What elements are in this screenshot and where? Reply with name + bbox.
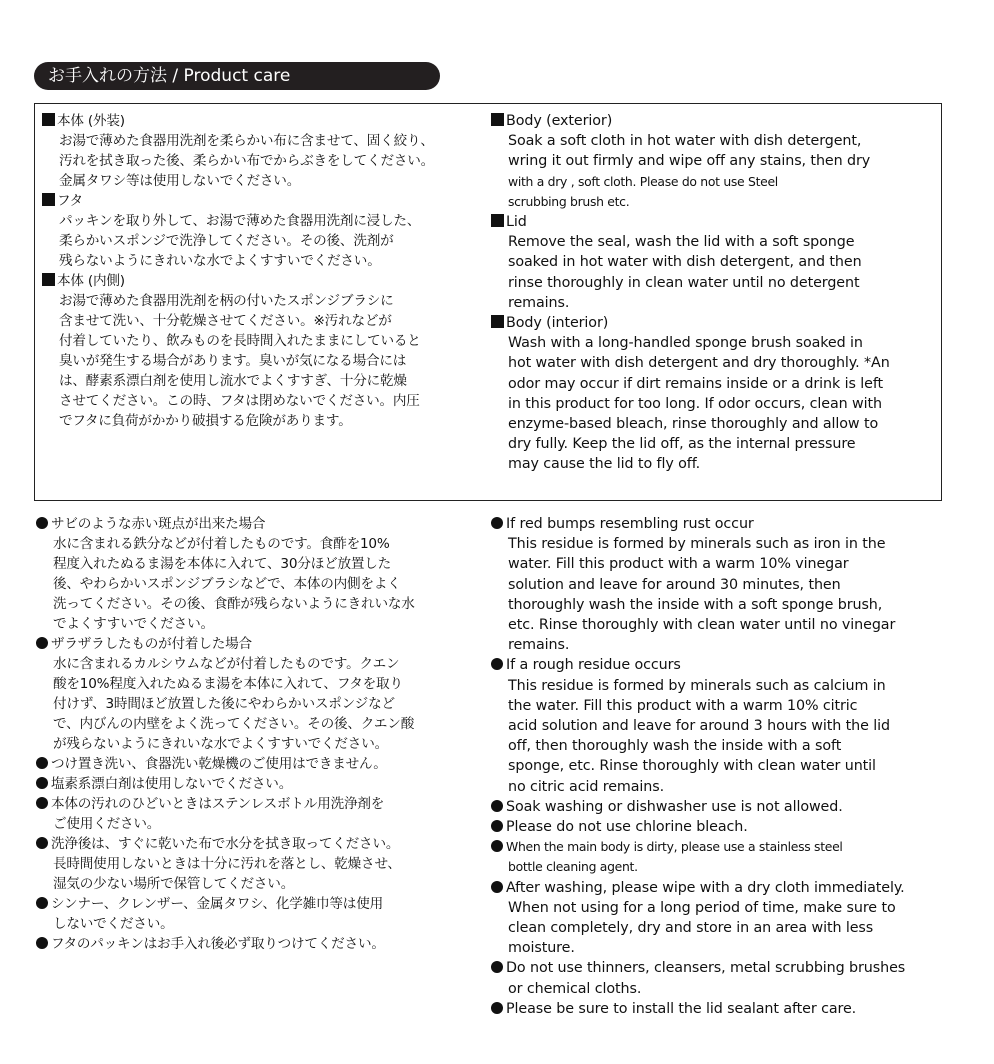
line-text: clean completely, dry and store in an area with less [508, 920, 874, 937]
text-line [42, 311, 482, 331]
circle-bullet-icon [491, 517, 503, 529]
line-text: thoroughly wash the inside with a soft sponge brush, [508, 596, 883, 613]
circle-bullet-icon [491, 1002, 503, 1014]
line-text: 金属タワシ等は使用しないでください。 [59, 173, 301, 189]
line-text: scrubbing brush etc. [508, 193, 630, 209]
line-text: remains. [508, 637, 570, 654]
line-text: 付着していたり、飲みものを長時間入れたままにしていると [59, 333, 421, 349]
bullet-line [491, 655, 941, 675]
text-line [491, 575, 941, 595]
text-line [36, 534, 482, 554]
line-text: dry fully. Keep the lid off, as the internal pressure [508, 436, 856, 453]
text-line [42, 331, 482, 351]
text-line [491, 979, 941, 999]
text-line [36, 694, 482, 714]
line-text: で、内びんの内壁をよく洗ってください。その後、クエン酸 [53, 716, 415, 732]
section-title-banner [34, 62, 440, 90]
text-line [42, 291, 482, 311]
text-line [491, 554, 941, 574]
line-text: 付けず、3時間ほど放置した後にやわらかいスポンジなど [53, 696, 395, 712]
text-line [491, 131, 936, 151]
bullet-line [491, 878, 941, 898]
text-line [491, 898, 941, 918]
line-text: シンナー、クレンザー、金属タワシ、化学雑巾等は使用 [51, 896, 383, 912]
text-line [42, 231, 482, 251]
text-line [36, 554, 482, 574]
text-line [42, 251, 482, 271]
line-text: Lid [506, 214, 527, 231]
text-line [491, 434, 936, 454]
line-text: お湯で薄めた食器用洗剤を柄の付いたスポンジブラシに [59, 293, 394, 309]
care-instructions-japanese [42, 111, 482, 431]
line-text: 含ませて洗い、十分乾燥させてください。※汚れなどが [59, 313, 392, 329]
line-text: させてください。この時、フタは閉めないでください。内圧 [59, 393, 420, 409]
text-line [491, 414, 936, 434]
line-text: water. Fill this product with a warm 10% vinegar [508, 556, 849, 573]
text-line [491, 534, 941, 554]
circle-bullet-icon [36, 637, 48, 649]
line-text: solution and leave for around 30 minutes, then [508, 576, 841, 593]
square-bullet-icon [42, 273, 55, 286]
bullet-line [491, 212, 936, 232]
line-text: は、酵素系漂白剤を使用し流水でよくすすぎ、十分に乾燥 [59, 373, 407, 389]
line-text: でフタに負荷がかかり破損する危険があります。 [59, 413, 352, 429]
text-line [491, 172, 936, 192]
text-line [36, 654, 482, 674]
text-line [491, 232, 936, 252]
line-text: If red bumps resembling rust occur [506, 516, 754, 532]
text-line [491, 716, 941, 736]
text-line [491, 938, 941, 958]
line-text: This residue is formed by minerals such as iron in the [508, 536, 886, 553]
line-text: Soak washing or dishwasher use is not allowed. [506, 798, 843, 815]
line-text: with a dry , soft cloth. Please do not use Steel [508, 173, 778, 189]
bullet-line [491, 111, 936, 131]
line-text: Remove the seal, wash the lid with a soft sponge [508, 234, 855, 251]
line-text: After washing, please wipe with a dry cloth immediately. [506, 879, 905, 896]
circle-bullet-icon [36, 757, 48, 769]
text-line [491, 192, 936, 212]
line-text: bottle cleaning agent. [508, 859, 638, 875]
line-text: ザラザラしたものが付着した場合 [51, 636, 252, 652]
line-text: When not using for a long period of time, make sure to [508, 899, 896, 916]
line-text: 本体 (内側) [57, 273, 125, 289]
line-text: ご使用ください。 [53, 816, 161, 832]
circle-bullet-icon [36, 937, 48, 949]
line-text: Body (interior) [506, 315, 609, 332]
line-text: 水に含まれる鉄分などが付着したものです。食酢を10% [53, 536, 390, 552]
line-text: 柔らかいスポンジで洗浄してください。その後、洗剤が [59, 233, 394, 249]
line-text: the water. Fill this product with a warm 10% citric [508, 697, 858, 714]
line-text: 塩素系漂白剤は使用しないでください。 [51, 776, 293, 792]
line-text: Soak a soft cloth in hot water with dish detergent, [508, 133, 862, 150]
line-text: 後、やわらかいスポンジブラシなどで、本体の内側をよく [53, 576, 401, 592]
line-text: サビのような赤い斑点が出来た場合 [51, 516, 266, 532]
square-bullet-icon [491, 214, 504, 227]
line-text: 程度入れたぬるま湯を本体に入れて、30分ほど放置した [53, 556, 392, 572]
text-line [491, 615, 941, 635]
text-line [42, 391, 482, 411]
line-text: 長時間使用しないときは十分に汚れを落とし、乾燥させ、 [53, 856, 401, 872]
line-text: soaked in hot water with dish detergent, and then [508, 254, 862, 271]
circle-bullet-icon [36, 517, 48, 529]
text-line [491, 374, 936, 394]
line-text: no citric acid remains. [508, 778, 665, 795]
line-text: hot water with dish detergent and dry thoroughly. *An [508, 355, 890, 372]
text-line [491, 454, 936, 474]
cautions-japanese [36, 514, 482, 954]
circle-bullet-icon [491, 840, 503, 852]
line-text: 水に含まれるカルシウムなどが付着したものです。クエン [53, 656, 400, 672]
bullet-line [491, 837, 941, 857]
text-line [36, 854, 482, 874]
text-line [491, 333, 936, 353]
line-text: wring it out firmly and wipe off any stains, then dry [508, 153, 871, 170]
line-text: remains. [508, 294, 570, 311]
text-line [42, 411, 482, 431]
text-line [36, 594, 482, 614]
line-text: 汚れを拭き取った後、柔らかい布でからぶきをしてください。 [59, 153, 435, 169]
square-bullet-icon [491, 315, 504, 328]
circle-bullet-icon [491, 800, 503, 812]
bullet-line [491, 514, 941, 534]
bullet-line [491, 999, 941, 1019]
line-text: Body (exterior) [506, 113, 613, 129]
square-bullet-icon [42, 193, 55, 206]
text-line [36, 874, 482, 894]
line-text: acid solution and leave for around 3 hours with the lid [508, 718, 890, 735]
line-text: in this product for too long. If odor occurs, clean with [508, 395, 882, 412]
line-text: 本体の汚れのひどいときはステンレスボトル用洗浄剤を [51, 796, 385, 812]
line-text: Please do not use chlorine bleach. [506, 819, 748, 836]
section-title: お手入れの方法 / Product care [48, 66, 291, 86]
line-text: If a rough residue occurs [506, 657, 681, 674]
circle-bullet-icon [491, 881, 503, 893]
square-bullet-icon [42, 113, 55, 126]
text-line [36, 574, 482, 594]
bullet-line [42, 111, 482, 131]
circle-bullet-icon [36, 777, 48, 789]
line-text: enzyme-based bleach, rinse thoroughly and allow to [508, 416, 879, 433]
bullet-line [36, 634, 482, 654]
cautions-english [491, 514, 941, 1019]
line-text: 臭いが発生する場合があります。臭いが気になる場合には [59, 353, 407, 369]
circle-bullet-icon [491, 961, 503, 973]
circle-bullet-icon [36, 837, 48, 849]
text-line [491, 353, 936, 373]
text-line [491, 394, 936, 414]
line-text: フタのパッキンはお手入れ後必ず取りつけてください。 [51, 936, 385, 952]
line-text: may cause the lid to fly off. [508, 456, 701, 473]
text-line [42, 171, 482, 191]
bullet-line [36, 774, 482, 794]
text-line [491, 635, 941, 655]
line-text: パッキンを取り外して、お湯で薄めた食器用洗剤に浸した、 [59, 213, 421, 229]
bullet-line [491, 958, 941, 978]
circle-bullet-icon [491, 820, 503, 832]
bullet-line [36, 834, 482, 854]
text-line [36, 614, 482, 634]
line-text: odor may occur if dirt remains inside or a drink is left [508, 375, 884, 392]
line-text: でよくすすいでください。 [53, 616, 214, 632]
line-text: 洗ってください。その後、食酢が残らないようにきれいな水 [53, 596, 415, 612]
text-line [491, 736, 941, 756]
text-line [491, 918, 941, 938]
line-text: つけ置き洗い、食器洗い乾燥機のご使用はできません。 [51, 756, 387, 772]
text-line [491, 857, 941, 877]
bullet-line [491, 313, 936, 333]
line-text: This residue is formed by minerals such as calcium in [508, 677, 886, 694]
line-text: お湯で薄めた食器用洗剤を柔らかい布に含ませて、固く絞り、 [59, 133, 434, 149]
care-instructions-english [491, 111, 936, 475]
text-line [42, 131, 482, 151]
circle-bullet-icon [36, 897, 48, 909]
text-line [42, 211, 482, 231]
bullet-line [36, 794, 482, 814]
bullet-line [491, 797, 941, 817]
bullet-line [36, 934, 482, 954]
text-line [491, 293, 936, 313]
line-text: 湿気の少ない場所で保管してください。 [53, 876, 295, 892]
line-text: moisture. [508, 940, 575, 957]
text-line [491, 777, 941, 797]
line-text: sponge, etc. Rinse thoroughly with clean water until [508, 758, 876, 775]
line-text: rinse thoroughly in clean water until no detergent [508, 274, 860, 291]
text-line [491, 756, 941, 776]
line-text: が残らないようにきれいな水でよくすすいでください。 [53, 736, 388, 752]
line-text: etc. Rinse thoroughly with clean water until no vinegar [508, 617, 896, 634]
line-text: off, then thoroughly wash the inside with a soft [508, 738, 842, 755]
text-line [42, 371, 482, 391]
text-line [36, 714, 482, 734]
text-line [491, 696, 941, 716]
line-text: フタ [57, 193, 83, 209]
line-text: Do not use thinners, cleansers, metal scrubbing brushes [506, 960, 906, 977]
line-text: しないでください。 [53, 916, 174, 932]
bullet-line [36, 894, 482, 914]
line-text: 洗浄後は、すぐに乾いた布で水分を拭き取ってください。 [51, 836, 400, 852]
line-text: When the main body is dirty, please use a stainless steel [506, 839, 843, 855]
bullet-line [36, 754, 482, 774]
line-text: Wash with a long-handled sponge brush soaked in [508, 335, 863, 352]
bullet-line [42, 271, 482, 291]
line-text: or chemical cloths. [508, 980, 642, 997]
text-line [491, 273, 936, 293]
circle-bullet-icon [36, 797, 48, 809]
bullet-line [42, 191, 482, 211]
text-line [36, 814, 482, 834]
text-line [42, 151, 482, 171]
text-line [36, 734, 482, 754]
line-text: 残らないようにきれいな水でよくすすいでください。 [59, 253, 381, 269]
bullet-line [36, 514, 482, 534]
text-line [491, 151, 936, 171]
text-line [36, 914, 482, 934]
text-line [42, 351, 482, 371]
text-line [491, 252, 936, 272]
text-line [491, 595, 941, 615]
text-line [36, 674, 482, 694]
square-bullet-icon [491, 113, 504, 126]
line-text: 本体 (外装) [57, 113, 125, 129]
line-text: Please be sure to install the lid sealant after care. [506, 1000, 857, 1017]
circle-bullet-icon [491, 658, 503, 670]
text-line [491, 676, 941, 696]
bullet-line [491, 817, 941, 837]
line-text: 酸を10%程度入れたぬるま湯を本体に入れて、フタを取り [53, 676, 403, 692]
